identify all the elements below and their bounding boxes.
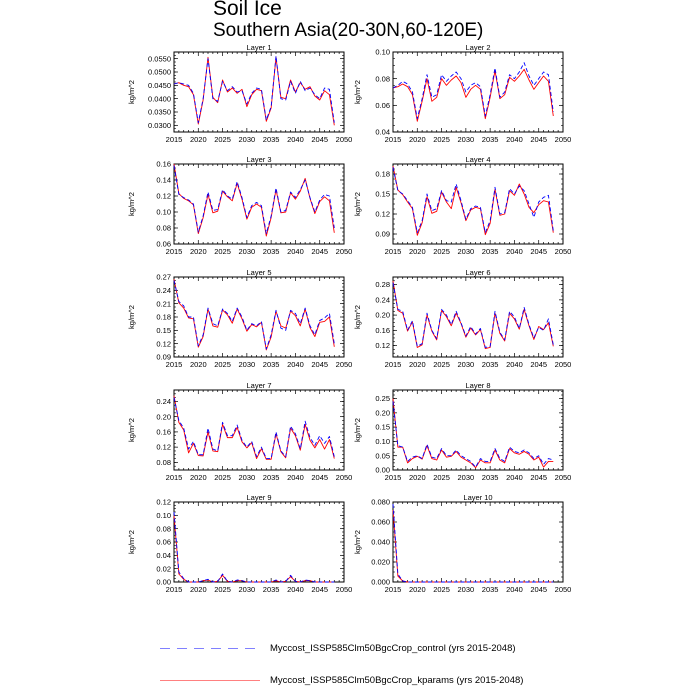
y-tick-label: 0.09 [375,229,390,239]
x-tick-label: 2025 [214,135,231,144]
panel-title: Layer 1 [246,43,272,52]
legend-entry-control [160,642,680,658]
x-tick-label: 2020 [189,360,207,369]
series-line-control [393,63,553,119]
panel-title: Layer 2 [465,43,491,52]
series-line-kparams [393,281,553,349]
y-axis-label: kg/m^2 [127,80,136,104]
x-tick-label: 2045 [530,585,548,594]
panel-layer-4 [353,155,571,256]
y-tick-label: 0.21 [156,299,171,309]
panel-layer-9 [127,493,352,594]
legend-label-kparams: Myccost_ISSP585Clm50BgcCrop_kparams (yrs 2015-2048) [270,675,524,686]
figure-subtitle: Southern Asia(20-30N,60-120E) [213,20,484,41]
y-tick-label: 0.15 [375,422,390,432]
y-tick-label: 0.10 [156,207,171,217]
y-tick-label: 0.12 [156,442,171,452]
x-tick-label: 2050 [335,247,353,256]
y-tick-label: 0.04 [156,550,171,560]
panel-frame [393,277,563,357]
panel-layer-7 [127,381,352,482]
x-tick-label: 2035 [481,585,499,594]
y-tick-label: 0.12 [375,209,390,219]
x-tick-label: 2040 [506,247,523,256]
panel-layer-5 [127,268,352,369]
x-tick-label: 2025 [433,585,450,594]
panel-title: Layer 7 [246,381,272,390]
x-tick-label: 2030 [238,360,256,369]
x-tick-label: 2025 [433,473,450,482]
x-tick-label: 2015 [384,247,402,256]
x-tick-label: 2035 [262,473,280,482]
y-tick-label: 0.12 [156,339,171,349]
x-tick-label: 2045 [311,585,329,594]
y-tick-label: 0.12 [375,341,390,351]
x-tick-label: 2025 [433,247,450,256]
legend-swatch-control [160,647,260,649]
x-tick-label: 2050 [335,473,353,482]
y-tick-label: 0.10 [375,437,390,447]
x-tick-label: 2035 [262,135,280,144]
y-tick-label: 0.18 [156,312,171,322]
x-tick-label: 2050 [335,135,353,144]
series-line-kparams [393,510,553,582]
x-tick-label: 2035 [481,247,499,256]
y-tick-label: 0.24 [156,397,171,407]
legend-swatch-kparams [160,679,260,681]
x-tick-label: 2015 [165,247,183,256]
y-axis-label: kg/m^2 [127,418,136,442]
series-line-control [174,56,334,123]
panel-title: Layer 5 [246,268,272,277]
x-tick-label: 2015 [165,585,183,594]
x-tick-label: 2030 [457,135,475,144]
x-tick-label: 2015 [165,473,183,482]
x-tick-label: 2040 [506,473,523,482]
y-tick-label: 0.06 [156,239,171,249]
x-tick-label: 2020 [408,247,426,256]
x-tick-label: 2020 [408,135,426,144]
series-line-control [174,512,334,582]
x-tick-label: 2025 [433,135,450,144]
y-axis-label: kg/m^2 [127,305,136,329]
y-axis-label: kg/m^2 [353,530,362,554]
y-tick-label: 0.20 [156,412,171,422]
y-tick-label: 0.06 [156,537,171,547]
panel-frame [393,52,563,132]
x-tick-label: 2040 [506,135,523,144]
y-tick-label: 0.08 [156,223,171,233]
panel-layer-1 [127,43,352,144]
x-tick-label: 2020 [408,360,426,369]
x-tick-label: 2045 [311,135,329,144]
y-tick-label: 0.06 [375,100,390,110]
y-tick-label: 0.15 [156,325,171,335]
x-tick-label: 2050 [554,247,572,256]
y-tick-label: 0.14 [156,175,171,185]
y-tick-label: 0.10 [375,47,390,57]
series-line-kparams [393,166,553,235]
x-tick-label: 2050 [554,135,572,144]
x-tick-label: 2040 [287,247,304,256]
y-tick-label: 0.000 [371,577,390,587]
x-tick-label: 2035 [481,135,499,144]
panel-frame [393,502,563,582]
series-line-control [174,398,334,459]
y-tick-label: 0.28 [375,280,390,290]
x-tick-label: 2020 [189,135,207,144]
y-axis-label: kg/m^2 [127,192,136,216]
y-tick-label: 0.12 [156,191,171,201]
x-tick-label: 2025 [214,473,231,482]
y-tick-label: 0.0300 [148,120,171,130]
x-tick-label: 2045 [530,247,548,256]
series-line-control [174,166,334,234]
y-tick-label: 0.00 [156,577,171,587]
series-line-control [393,504,553,582]
x-tick-label: 2045 [530,135,548,144]
series-line-kparams [174,279,334,350]
y-tick-label: 0.060 [371,517,390,527]
x-tick-label: 2050 [335,585,353,594]
x-tick-label: 2050 [335,360,353,369]
y-tick-label: 0.0500 [148,67,171,77]
y-tick-label: 0.16 [156,427,171,437]
y-tick-label: 0.0550 [148,54,171,64]
panel-title: Layer 10 [463,493,493,502]
series-line-control [393,401,553,467]
x-tick-label: 2015 [384,360,402,369]
x-tick-label: 2050 [554,473,572,482]
y-axis-label: kg/m^2 [353,305,362,329]
y-tick-label: 0.02 [156,564,171,574]
panel-layer-2 [353,43,571,144]
x-tick-label: 2025 [214,360,231,369]
y-tick-label: 0.24 [375,295,390,305]
panel-layer-3 [127,155,352,256]
figure-title: Soil Ice [213,0,282,20]
y-tick-label: 0.09 [156,352,171,362]
x-tick-label: 2030 [238,135,256,144]
panel-frame [174,502,344,582]
y-tick-label: 0.18 [375,169,390,179]
x-tick-label: 2020 [189,585,207,594]
x-tick-label: 2040 [287,135,304,144]
x-tick-label: 2015 [165,135,183,144]
panel-title: Layer 3 [246,155,272,164]
y-tick-label: 0.0400 [148,94,171,104]
series-line-kparams [174,164,334,236]
x-tick-label: 2030 [457,473,475,482]
y-tick-label: 0.16 [375,325,390,335]
panel-title: Layer 6 [465,268,491,277]
series-line-kparams [174,515,334,582]
x-tick-label: 2040 [287,473,304,482]
series-line-control [393,167,553,232]
panel-title: Layer 4 [465,155,491,164]
legend-entry-kparams [160,674,680,690]
y-tick-label: 0.04 [375,127,390,137]
y-axis-label: kg/m^2 [127,530,136,554]
x-tick-label: 2020 [189,473,207,482]
x-tick-label: 2030 [238,585,256,594]
series-line-control [393,283,553,348]
x-tick-label: 2045 [311,247,329,256]
y-tick-label: 0.040 [371,537,390,547]
y-tick-label: 0.24 [156,285,171,295]
panel-title: Layer 8 [465,381,491,390]
x-tick-label: 2035 [262,247,280,256]
x-tick-label: 2020 [408,473,426,482]
y-axis-label: kg/m^2 [353,418,362,442]
x-tick-label: 2025 [433,360,450,369]
y-tick-label: 0.00 [375,465,390,475]
x-tick-label: 2030 [457,360,475,369]
y-tick-label: 0.0450 [148,80,171,90]
x-tick-label: 2020 [189,247,207,256]
y-tick-label: 0.15 [375,189,390,199]
x-tick-label: 2035 [262,360,280,369]
x-tick-label: 2015 [165,360,183,369]
x-tick-label: 2025 [214,247,231,256]
x-tick-label: 2030 [457,585,475,594]
x-tick-label: 2035 [481,473,499,482]
x-tick-label: 2015 [384,585,402,594]
panel-title: Layer 9 [246,493,272,502]
x-tick-label: 2045 [530,360,548,369]
x-tick-label: 2015 [384,135,402,144]
series-line-control [174,281,334,349]
x-tick-label: 2050 [554,360,572,369]
y-tick-label: 0.25 [375,394,390,404]
y-axis-label: kg/m^2 [353,80,362,104]
series-line-kparams [174,57,334,125]
x-tick-label: 2015 [384,473,402,482]
x-tick-label: 2025 [214,585,231,594]
panel-frame [174,390,344,470]
x-tick-label: 2040 [287,360,304,369]
x-tick-label: 2030 [457,247,475,256]
series-line-kparams [393,399,553,468]
x-tick-label: 2050 [554,585,572,594]
x-tick-label: 2035 [262,585,280,594]
x-tick-label: 2040 [506,360,523,369]
y-tick-label: 0.10 [156,510,171,520]
y-tick-label: 0.20 [375,408,390,418]
x-tick-label: 2040 [287,585,304,594]
y-tick-label: 0.08 [375,74,390,84]
x-tick-label: 2045 [530,473,548,482]
panel-layer-8 [353,381,571,482]
panel-layer-10 [353,493,571,594]
y-tick-label: 0.16 [156,159,171,169]
y-tick-label: 0.080 [371,497,390,507]
y-tick-label: 0.08 [156,457,171,467]
y-tick-label: 0.020 [371,557,390,567]
x-tick-label: 2045 [311,473,329,482]
y-tick-label: 0.27 [156,272,171,282]
x-tick-label: 2030 [238,247,256,256]
x-tick-label: 2020 [408,585,426,594]
panel-layer-6 [353,268,571,369]
y-tick-label: 0.0350 [148,107,171,117]
x-tick-label: 2040 [506,585,523,594]
legend-label-control: Myccost_ISSP585Clm50BgcCrop_control (yrs 2015-2048) [270,643,516,654]
x-tick-label: 2035 [481,360,499,369]
y-tick-label: 0.20 [375,310,390,320]
y-axis-label: kg/m^2 [353,192,362,216]
x-tick-label: 2045 [311,360,329,369]
x-tick-label: 2030 [238,473,256,482]
y-tick-label: 0.12 [156,497,171,507]
y-tick-label: 0.05 [375,451,390,461]
y-tick-label: 0.08 [156,524,171,534]
